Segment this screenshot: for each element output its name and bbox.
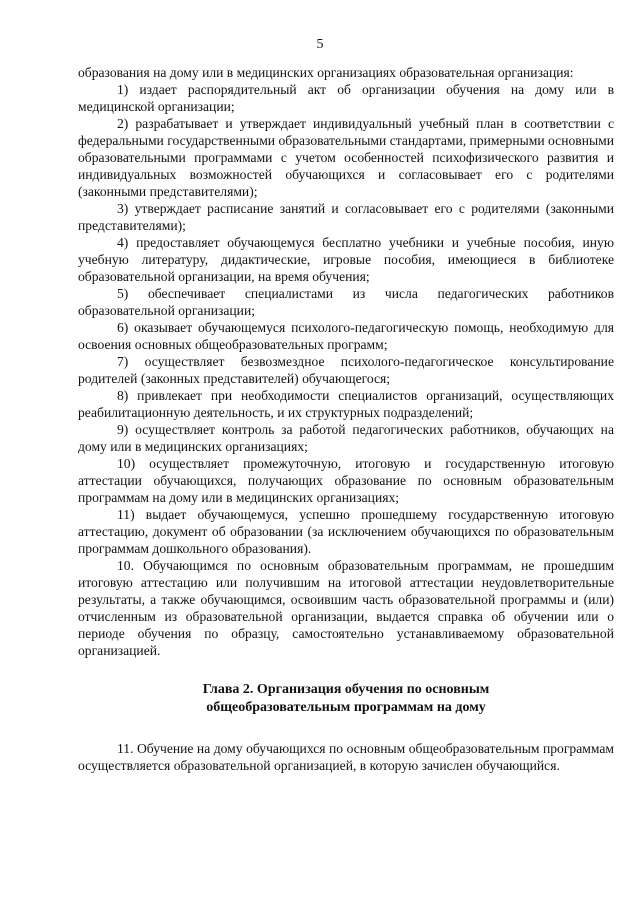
page-number: 5 [316, 37, 324, 52]
list-item-5: 5) обеспечивает специалистами из числа педагогических работников образовательной организации; [78, 286, 614, 318]
list-item-8: 8) привлекает при необходимости специалистов организаций, осуществляющих реабилитационную деятельность, и их структурных подразделений; [78, 388, 614, 420]
section-10-paragraph: 10. Обучающимся по основным образовательным программам, не прошедшим итоговую аттестацию или получившим на итоговой аттестации неудовлетворительные результаты, а также обучающимся, освоившим часть образовательной программы и (или) отчисленным из образовательной организации, выдается справка об обучении или о периоде обучения по образцу, самостоятельно устанавливаемому образовательной организацией. [78, 558, 614, 658]
list-item-7: 7) осуществляет безвозмездное психолого-педагогическое консультирование родителей (законных представителей) обучающегося; [78, 354, 614, 386]
paragraph-intro: образования на дому или в медицинских организациях образовательная организация: [78, 65, 574, 80]
section-11-paragraph: 11. Обучение на дому обучающихся по основным общеобразовательным программам осуществляется образовательной организацией, в которую зачислен обучающийся. [78, 741, 614, 773]
list-item-6: 6) оказывает обучающемуся психолого-педагогическую помощь, необходимую для освоения основных общеобразовательных программ; [78, 320, 614, 352]
list-item-2: 2) разрабатывает и утверждает индивидуальный учебный план в соответствии с федеральными государственными образовательными стандартами, примерными основными образовательными программами с учетом особенностей психофизического развития и индивидуальных возможностей обучающихся и согласовывает его с родителями (законными представителями); [78, 116, 614, 199]
chapter-heading-line-1: Глава 2. Организация обучения по основным [202, 682, 490, 697]
chapter-heading-line-2: общеобразовательным программам на дому [206, 700, 486, 715]
list-item-1: 1) издает распорядительный акт об организации обучения на дому или в медицинской организации; [78, 82, 614, 114]
chapter-heading [78, 681, 614, 717]
list-item-11: 11) выдает обучающемуся, успешно прошедшему государственную итоговую аттестацию, документ об образовании (за исключением обучающихся по образовательным программам дошкольного образования). [78, 507, 614, 556]
list-item-10: 10) осуществляет промежуточную, итоговую и государственную итоговую аттестации обучающихся, получающих образование по основным образовательным программам на дому или в медицинских организациях; [78, 456, 614, 505]
list-item-4: 4) предоставляет обучающемуся бесплатно учебники и учебные пособия, иную учебную литературу, дидактические, игровые пособия, имеющиеся в библиотеке образовательной организации, на время обучения; [78, 235, 614, 284]
list-item-9: 9) осуществляет контроль за работой педагогических работников, обучающих на дому или в медицинских организациях; [78, 422, 614, 454]
document-body [78, 64, 614, 774]
list-item-3: 3) утверждает расписание занятий и согласовывает его с родителями (законными представителями); [78, 201, 614, 233]
